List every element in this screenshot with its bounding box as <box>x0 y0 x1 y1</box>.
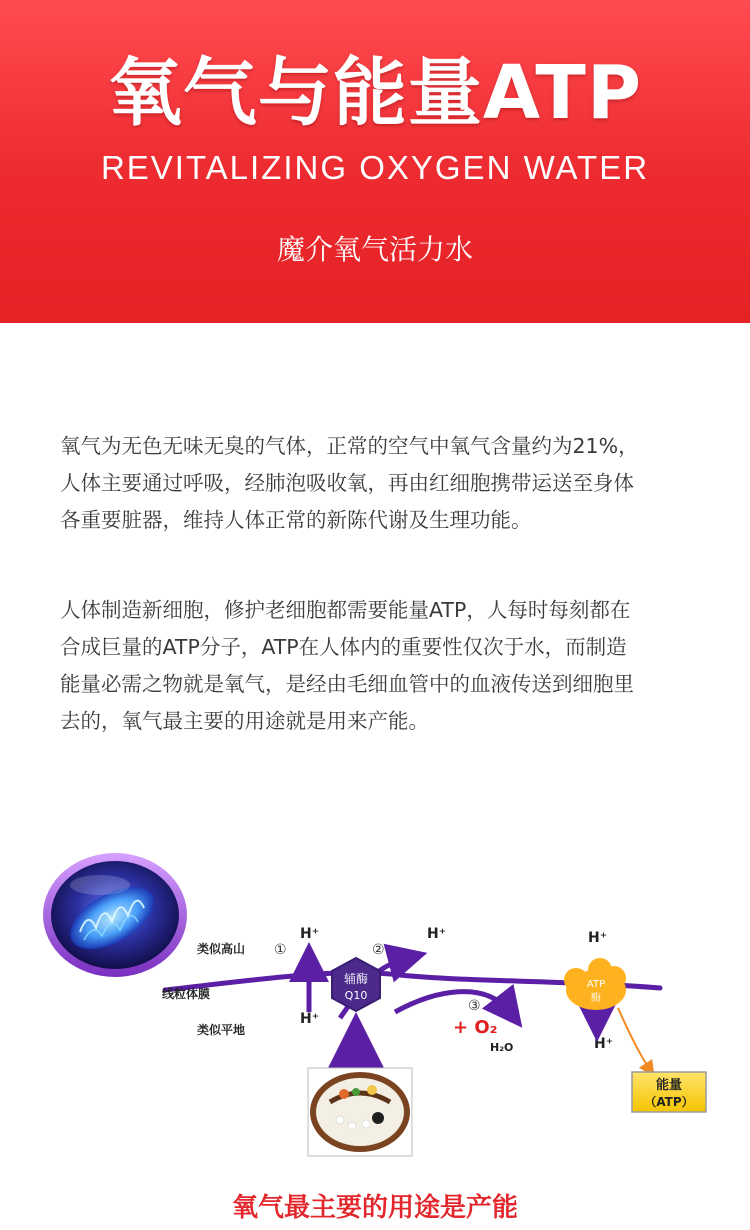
atp-enzyme-label: ATP <box>586 979 606 990</box>
paragraph-line: 人体制造新细胞，修护老细胞都需要能量ATP，人每时每刻都在 <box>60 598 631 622</box>
intro-paragraph-oxygen <box>60 428 700 539</box>
proton-top-mid: H⁺ <box>427 926 447 942</box>
step-3-marker: ③ <box>468 998 481 1014</box>
food-bento-icon <box>308 1068 412 1156</box>
coenzyme-label: 辅酶 <box>343 972 369 986</box>
proton-top-right: H⁺ <box>588 930 608 946</box>
paragraph-line: 人体主要通过呼吸，经肺泡吸收氧，再由红细胞携带运送至身体 <box>60 471 634 495</box>
paragraph-line: 合成巨量的ATP分子，ATP在人体内的重要性仅次于水，而制造 <box>60 635 627 659</box>
label-high: 类似高山 <box>197 942 246 956</box>
paragraph-line: 各重要脏器，维持人体正常的新陈代谢及生理功能。 <box>60 508 532 532</box>
proton-bottom-right: H⁺ <box>594 1036 614 1052</box>
coenzyme-q10-label: Q10 <box>344 989 368 1002</box>
proton-top-left: H⁺ <box>300 926 320 942</box>
coenzyme-q10-hexagon <box>332 958 380 1011</box>
atp-enzyme-label-2: 酶 <box>591 993 601 1004</box>
paragraph-line: 氧气为无色无味无臭的气体，正常的空气中氧气含量约为21%， <box>60 434 639 458</box>
page-title: 氧气与能量ATP <box>107 50 643 136</box>
intro-paragraph-atp <box>60 592 700 740</box>
label-flat: 类似平地 <box>197 1023 246 1037</box>
energy-atp-label: （ATP） <box>644 1095 694 1109</box>
paragraph-line: 去的，氧气最主要的用途就是用来产能。 <box>60 709 429 733</box>
label-membrane: 线粒体膜 <box>162 987 211 1001</box>
page-subtitle: REVITALIZING OXYGEN WATER <box>100 149 650 186</box>
brand-tagline: 魔介氧气活力水 <box>276 233 473 266</box>
step-2-marker: ② <box>372 942 385 958</box>
water-output: H₂O <box>490 1041 514 1054</box>
atp-synthase-cloud <box>564 958 626 1010</box>
diagram-caption: 氧气最主要的用途是产能 <box>231 1193 518 1223</box>
hero-banner <box>0 0 750 323</box>
mitochondrion-icon <box>43 853 187 977</box>
proton-bottom-left: H⁺ <box>300 1011 320 1027</box>
oxygen-input: + O₂ <box>453 1017 498 1038</box>
energy-label: 能量 <box>655 1078 683 1093</box>
atp-production-diagram <box>40 840 720 1180</box>
energy-atp-box <box>632 1072 706 1112</box>
paragraph-line: 能量必需之物就是氧气，是经由毛细血管中的血液传送到细胞里 <box>60 672 634 696</box>
energy-output-arrow <box>618 1008 650 1070</box>
electron-flow-arrow-down <box>395 992 510 1012</box>
step-1-marker: ① <box>274 942 287 958</box>
